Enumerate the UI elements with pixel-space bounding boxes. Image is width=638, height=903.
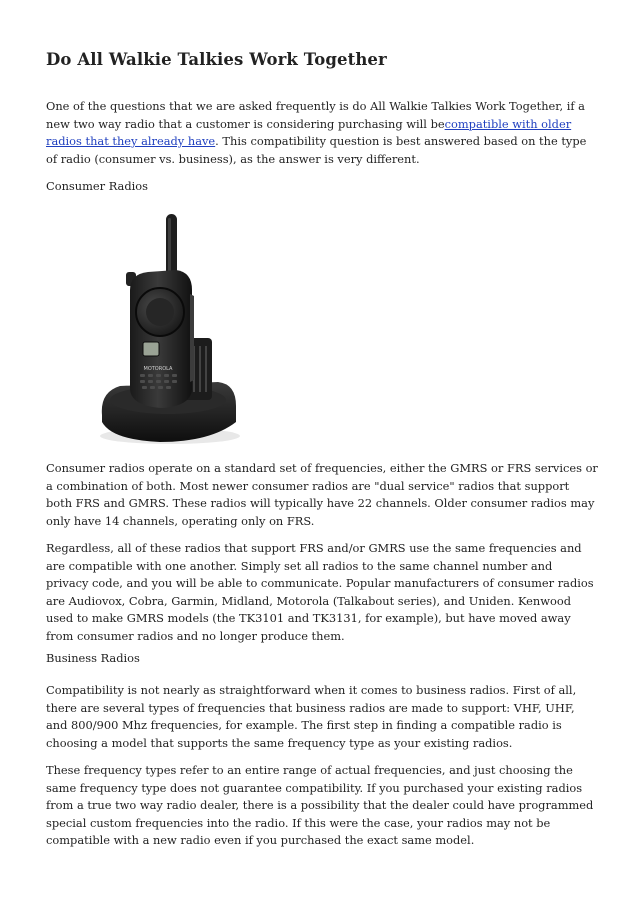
section-heading-consumer-radios: Consumer Radios — [46, 179, 148, 193]
intro-paragraph — [46, 98, 598, 168]
intro-text-after-link: . This compatibility question is best answered based on the type of radio (consumer vs. business), as the answer is very different. — [46, 134, 587, 166]
compatible-radios-link[interactable]: compatible with older radios that they already have — [46, 116, 572, 149]
intro-text-before-link: One of the questions that we are asked frequently is do All Walkie Talkies Work Together, if a new two way radio that a customer is considering purchasing will be — [46, 99, 585, 131]
business-paragraph-2: These frequency types refer to an entire range of actual frequencies, and just choosing the same frequency type does not guarantee compatibility. If you purchased your existing radios from a true two way radio dealer, there is a possibility that the dealer could have programmed special custom frequencies into the radio. If this were the case, your radios may not be compatible with a new radio even if you purchased the exact same model. — [46, 763, 594, 848]
consumer-paragraph-1: Consumer radios operate on a standard set of frequencies, either the GMRS or FRS services or a combination of both. Most newer consumer radios are "dual service" radios that support both FRS and GMRS. These radios will typically have 22 channels. Older consumer radios may only have 14 channels, operating only on FRS. — [46, 461, 598, 528]
walkie-talkie-on-charger-icon — [90, 210, 250, 450]
page-title: Do All Walkie Talkies Work Together — [46, 50, 387, 69]
business-paragraph-1: Compatibility is not nearly as straightforward when it comes to business radios. First of all, there are several types of frequencies that business radios are made to support: VHF, UHF, and 800/900 Mhz frequencies, for example. The first step in finding a compatible radio is choosing a model that supports the same frequency type as your existing radios. — [46, 683, 577, 750]
section-heading-business-radios: Business Radios — [46, 651, 140, 665]
radio-brand-label: MOTOROLA — [143, 366, 173, 372]
consumer-paragraph-2: Regardless, all of these radios that support FRS and/or GMRS use the same frequencies and are compatible with one another. Simply set all radios to the same channel number and privacy code, and you will be able to communicate. Popular manufacturers of consumer radios are Audiovox, Cobra, Garmin, Midland, Motorola (Talkabout series), and Uniden. Kenwood used to make GMRS models (the TK3101 and TK3131, for example), but have moved away from consumer radios and no longer produce them. — [46, 541, 594, 643]
